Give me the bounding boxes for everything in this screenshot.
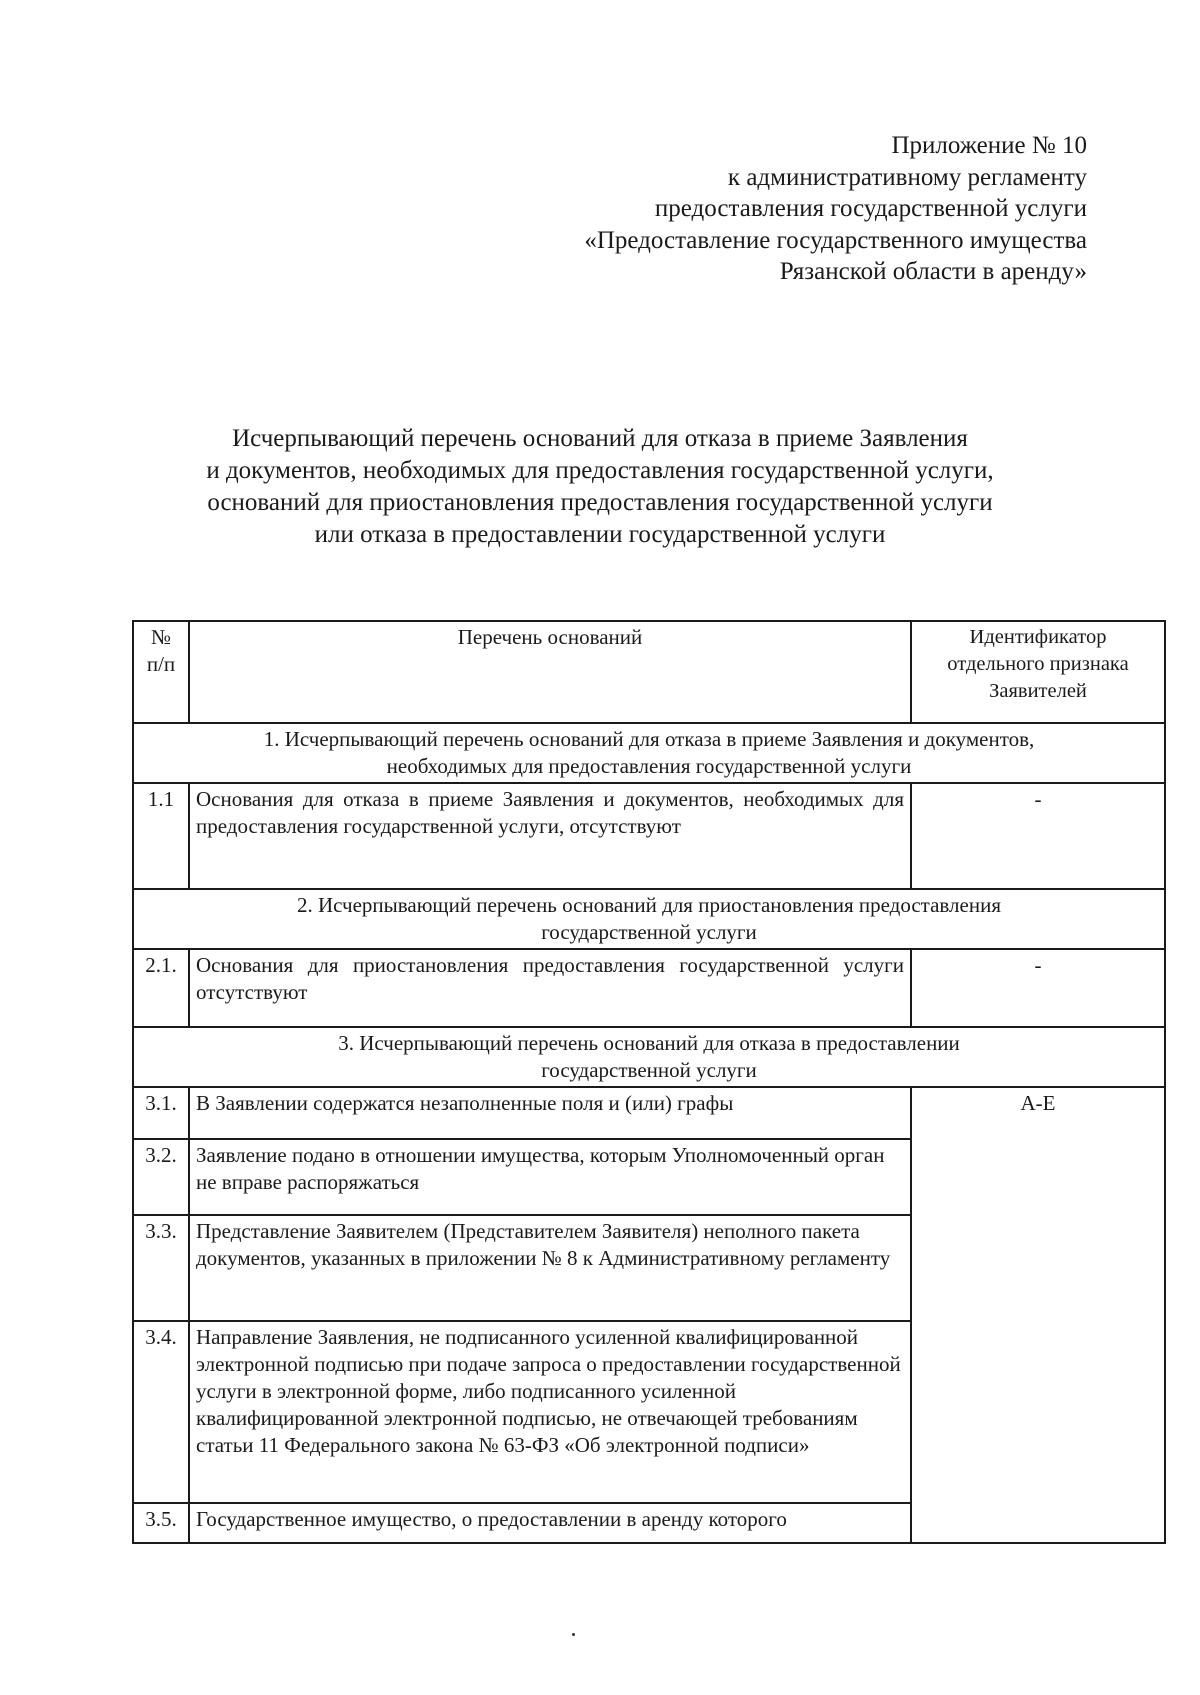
row-number: 3.5. bbox=[133, 1503, 189, 1543]
title-line: или отказа в предоставлении государственной услуги bbox=[314, 521, 886, 548]
appendix-line: к административному регламенту bbox=[727, 163, 1087, 191]
section3-identifier: А-Е bbox=[911, 1087, 1165, 1543]
row-grounds-text: Направление Заявления, не подписанного усиленной квалифицированной электронной подписью при подаче запроса о предоставлении государственной услуги в электронной форме, либо подписанного усиленной квалифицированной электронной подписью, не отвечающей требованиям статьи 11 Федерального закона № 63-ФЗ «Об электронной подписи» bbox=[189, 1321, 911, 1503]
title-line: Исчерпывающий перечень оснований для отказа в приеме Заявления bbox=[232, 425, 968, 452]
header-identifier-line: Идентификатор bbox=[969, 626, 1107, 648]
section-heading-line: 3. Исчерпывающий перечень оснований для отказа в предоставлении bbox=[338, 1031, 960, 1055]
header-identifier-cell bbox=[911, 621, 1165, 723]
row-grounds-text: В Заявлении содержатся незаполненные поля и (или) графы bbox=[189, 1087, 911, 1139]
header-number-symbol: № bbox=[150, 625, 172, 649]
row-number: 3.4. bbox=[133, 1321, 189, 1503]
row-number: 2.1. bbox=[133, 949, 189, 1027]
header-identifier-line: отдельного признака bbox=[947, 653, 1129, 675]
section-row-1 bbox=[133, 723, 1165, 783]
table-row bbox=[133, 783, 1165, 889]
row-grounds-text: Представление Заявителем (Представителем Заявителя) неполного пакета документов, указанных в приложении № 8 к Административному регламенту bbox=[189, 1215, 911, 1321]
row-number: 3.1. bbox=[133, 1087, 189, 1139]
section-heading-3 bbox=[133, 1027, 1165, 1087]
section-heading-line: 2. Исчерпывающий перечень оснований для приостановления предоставления bbox=[296, 893, 1001, 917]
section-heading-2 bbox=[133, 889, 1165, 949]
section-heading-line: государственной услуги bbox=[541, 920, 757, 944]
appendix-header bbox=[584, 130, 1087, 288]
header-number-cell bbox=[133, 621, 189, 723]
header-number-abbr: п/п bbox=[146, 652, 176, 676]
row-identifier: - bbox=[911, 783, 1165, 889]
row-grounds-text: Заявление подано в отношении имущества, которым Уполномоченный орган не вправе распоряжаться bbox=[189, 1139, 911, 1215]
title-line: оснований для приостановления предоставления государственной услуги bbox=[207, 489, 993, 516]
table-row bbox=[133, 949, 1165, 1027]
section-heading-1 bbox=[133, 723, 1165, 783]
header-identifier-line: Заявителей bbox=[989, 680, 1087, 702]
appendix-line: Приложение № 10 bbox=[891, 132, 1087, 159]
row-number: 3.2. bbox=[133, 1139, 189, 1215]
table-row bbox=[133, 1087, 1165, 1139]
row-identifier: - bbox=[911, 949, 1165, 1027]
section-heading-line: необходимых для предоставления государственной услуги bbox=[386, 754, 912, 778]
appendix-line: Рязанской области в аренду» bbox=[779, 258, 1087, 285]
header-grounds-cell: Перечень оснований bbox=[189, 621, 911, 723]
grounds-table bbox=[132, 620, 1166, 1544]
section-heading-line: 1. Исчерпывающий перечень оснований для отказа в приеме Заявления и документов, bbox=[263, 727, 1035, 751]
title-line: и документов, необходимых для предоставления государственной услуги, bbox=[206, 457, 994, 484]
appendix-line: «Предоставление государственного имущества bbox=[584, 226, 1087, 254]
row-number: 1.1 bbox=[133, 783, 189, 889]
document-title bbox=[130, 423, 1070, 551]
row-number: 3.3. bbox=[133, 1215, 189, 1321]
section-row-3 bbox=[133, 1027, 1165, 1087]
section-heading-line: государственной услуги bbox=[541, 1058, 757, 1082]
section-row-2 bbox=[133, 889, 1165, 949]
row-grounds-text: Основания для отказа в приеме Заявления и документов, необходимых для предоставления государственной услуги, отсутствуют bbox=[189, 783, 911, 889]
row-grounds-text: Основания для приостановления предоставления государственной услуги отсутствуют bbox=[189, 949, 911, 1027]
scan-speck bbox=[572, 1633, 575, 1636]
row-grounds-text: Государственное имущество, о предоставлении в аренду которого bbox=[189, 1503, 911, 1543]
table-header-row bbox=[133, 621, 1165, 723]
appendix-line: предоставления государственной услуги bbox=[654, 195, 1087, 222]
